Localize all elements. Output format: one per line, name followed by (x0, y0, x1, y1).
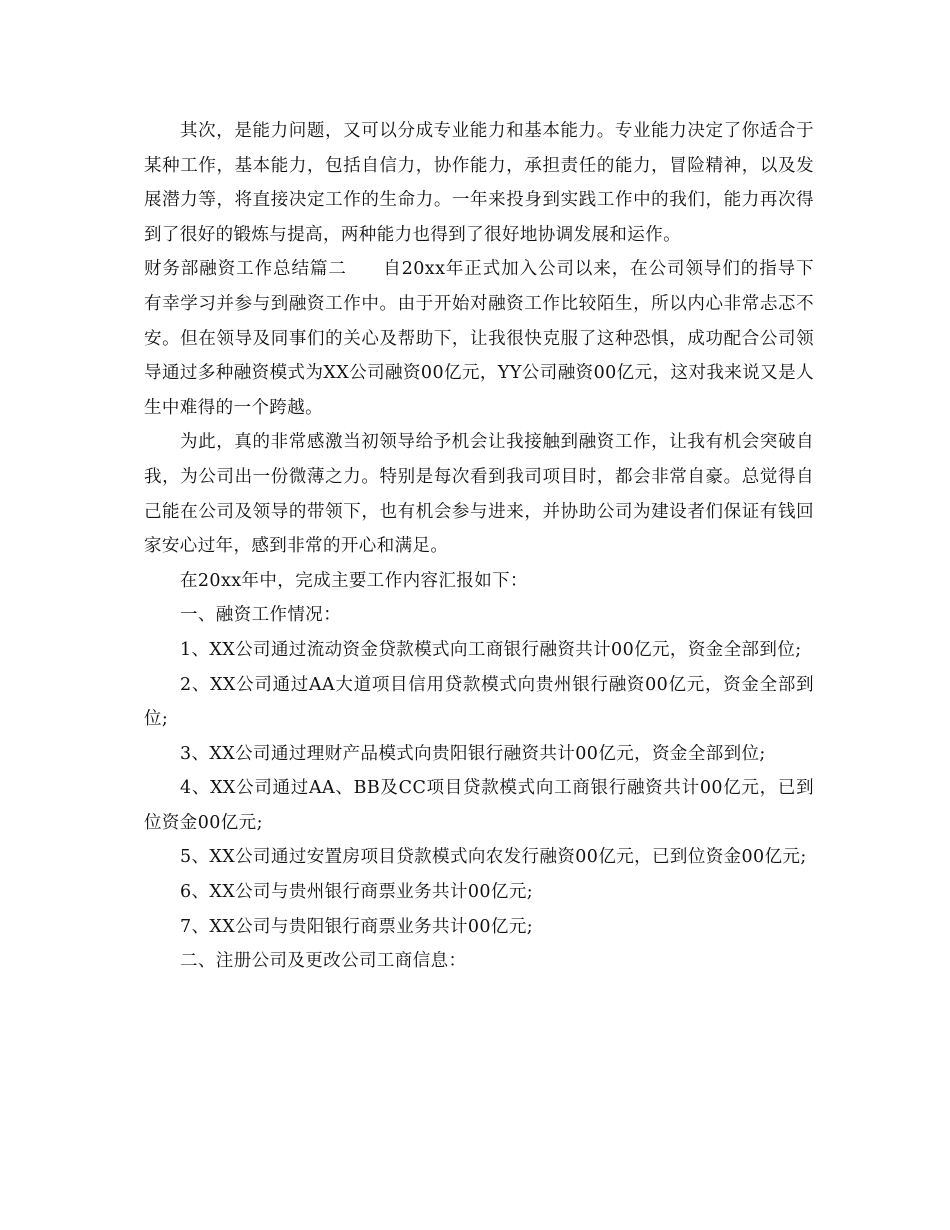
section-title: 财务部融资工作总结篇二 (144, 259, 347, 280)
list-item-2: 2、XX公司通过AA大道项目信用贷款模式向贵州银行融资00亿元，资金全部到位; (144, 674, 814, 730)
heading-financing-status: 一、融资工作情况： (180, 605, 342, 626)
list-item-7: 7、XX公司与贵阳银行商票业务共计00亿元; (180, 916, 534, 937)
paragraph-gratitude: 为此，真的非常感激当初领导给予机会让我接触到融资工作，让我有机会突破自我，为公司出一份微薄之力。特别是每次看到我司项目时，都会非常自豪。总觉得自己能在公司及领导的带领下，也有机会参与进来，并协助公司为建设者们保证有钱回家安心过年，感到非常的开心和满足。 (144, 432, 814, 557)
list-item-1: 1、XX公司通过流动资金贷款模式向工商银行融资共计00亿元，资金全部到位; (180, 639, 802, 660)
heading-registration: 二、注册公司及更改公司工商信息： (180, 951, 467, 972)
paragraph-financing-intro (144, 252, 814, 425)
list-item-5: 5、XX公司通过安置房项目贷款模式向农发行融资00亿元，已到位资金00亿元; (180, 847, 807, 868)
list-item-6: 6、XX公司与贵州银行商票业务共计00亿元; (180, 882, 534, 903)
paragraph-financing-intro-text: 自20xx年正式加入公司以来，在公司领导们的指导下有幸学习并参与到融资工作中。由于开始对融资工作比较陌生，所以内心非常忐忑不安。但在领导及同事们的关心及帮助下，让我很快克服了这种恐惧，成功配合公司领导通过多种融资模式为XX公司融资00亿元，YY公司融资00亿元，这对我来说又是人生中难得的一个跨越。 (144, 259, 814, 418)
list-item-3: 3、XX公司通过理财产品模式向贵阳银行融资共计00亿元，资金全部到位; (180, 743, 766, 764)
paragraph-ability: 其次，是能力问题，又可以分成专业能力和基本能力。专业能力决定了你适合于某种工作，基本能力，包括自信力，协作能力，承担责任的能力，冒险精神，以及发展潜力等，将直接决定工作的生命力。一年来投身到实践工作中的我们，能力再次得到了很好的锻炼与提高，两种能力也得到了很好地协调发展和运作。 (144, 121, 814, 245)
paragraph-summary-intro: 在20xx年中，完成主要工作内容汇报如下： (180, 570, 528, 591)
list-item-4: 4、XX公司通过AA、BB及CC项目贷款模式向工商银行融资共计00亿元，已到位资金00亿元; (144, 778, 814, 833)
document-body (144, 114, 814, 979)
